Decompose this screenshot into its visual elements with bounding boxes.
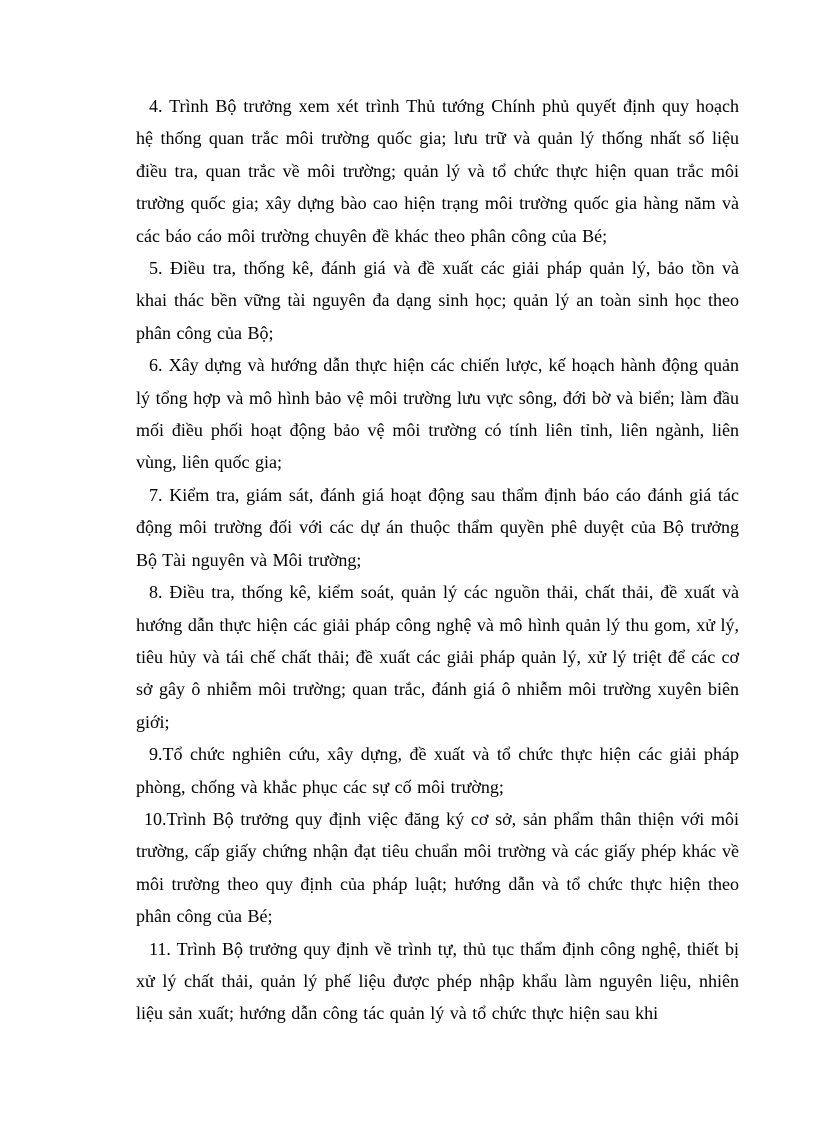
paragraph-item-8: 8. Điều tra, thống kê, kiểm soát, quản lý các nguồn thải, chất thải, đề xuất và hướng dẫn thực hiện các giải pháp công nghệ và mô hình quản lý thu gom, xử lý, tiêu hủy và tái chế chất thải; đề xuất các giải pháp quản lý, xử lý triệt để các cơ sở gây ô nhiễm môi trường; quan trắc, đánh giá ô nhiễm môi trường xuyên biên giới;: [136, 582, 739, 732]
paragraph-item-6: 6. Xây dựng và hướng dẫn thực hiện các chiến lược, kế hoạch hành động quản lý tổng hợp và mô hình bảo vệ môi trường lưu vực sông, đới bờ và biển; làm đầu mối điều phối hoạt động bảo vệ môi trường có tính liên tỉnh, liên ngành, liên vùng, liên quốc gia;: [136, 355, 739, 473]
paragraph-item-7: 7. Kiểm tra, giám sát, đánh giá hoạt động sau thẩm định báo cáo đánh giá tác động môi trường đối với các dự án thuộc thẩm quyền phê duyệt của Bộ trưởng Bộ Tài nguyên và Môi trường;: [136, 484, 739, 570]
paragraph-item-4: 4. Trình Bộ trưởng xem xét trình Thủ tướng Chính phủ quyết định quy hoạch hệ thống quan trắc môi trường quốc gia; lưu trữ và quản lý thống nhất số liệu điều tra, quan trắc về môi trường; quản lý và tổ chức thực hiện quan trắc môi trường quốc gia; xây dựng bào cao hiện trạng môi trường quốc gia hàng năm và các báo cáo môi trường chuyên đề khác theo phân công của Bé;: [136, 96, 739, 246]
paragraph-item-5: 5. Điều tra, thống kê, đánh giá và đề xuất các giải pháp quản lý, bảo tồn và khai thác bền vững tài nguyên đa dạng sinh học; quản lý an toàn sinh học theo phân công của Bộ;: [136, 258, 739, 343]
paragraph-item-9: 9.Tổ chức nghiên cứu, xây dựng, đề xuất và tổ chức thực hiện các giải pháp phòng, chống và khắc phục các sự cố môi trường;: [136, 744, 739, 797]
paragraph-item-11: 11. Trình Bộ trưởng quy định về trình tự, thủ tục thẩm định công nghệ, thiết bị xử lý chất thải, quản lý phế liệu được phép nhập khẩu làm nguyên liệu, nhiên liệu sản xuất; hướng dẫn công tác quản lý và tổ chức thực hiện sau khi: [136, 938, 739, 1024]
document-page: [136, 90, 739, 1030]
paragraph-item-10: 10.Trình Bộ trưởng quy định việc đăng ký cơ sở, sản phẩm thân thiện với môi trường, cấp giấy chứng nhận đạt tiêu chuẩn môi trường và các giấy phép khác về môi trường theo quy định của pháp luật; hướng dẫn và tổ chức thực hiện theo phân công của Bé;: [136, 808, 739, 927]
